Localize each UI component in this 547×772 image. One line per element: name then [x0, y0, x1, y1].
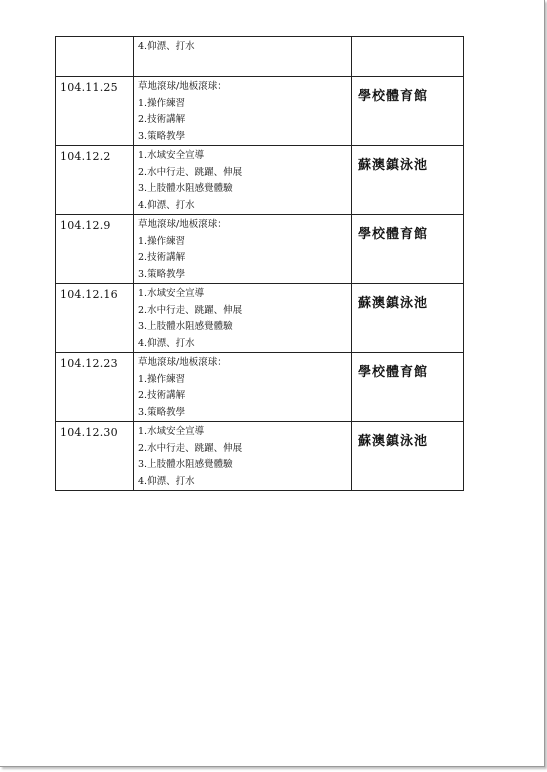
date-cell: 104.12.23 — [56, 353, 134, 422]
date-cell: 104.12.2 — [56, 146, 134, 215]
content-line: 4.仰漂、打水 — [138, 41, 195, 52]
content-line: 3.上肢體水阻感覺體驗 — [138, 183, 233, 194]
content-line: 草地滾球/地板滾球： — [138, 81, 227, 92]
table-row — [56, 284, 464, 353]
content-line: 1.水域安全宣導 — [138, 150, 205, 161]
content-line: 2.水中行走、跳躍、伸展 — [138, 166, 243, 178]
content-line: 2.技術講解 — [138, 114, 186, 125]
content-line: 1.操作練習 — [138, 97, 186, 109]
table-row — [56, 422, 464, 491]
location-cell: 蘇澳鎮泳池 — [352, 146, 464, 215]
date-cell: 104.12.16 — [56, 284, 134, 353]
content-cell — [134, 37, 352, 77]
content-cell — [134, 422, 352, 491]
content-cell — [134, 77, 352, 146]
location-cell: 蘇澳鎮泳池 — [352, 284, 464, 353]
content-line: 3.策略教學 — [138, 268, 186, 280]
content-cell — [134, 215, 352, 284]
content-line: 2.技術講解 — [138, 252, 186, 263]
date-cell: 104.12.9 — [56, 215, 134, 284]
content-line: 草地滾球/地板滾球： — [138, 357, 227, 368]
location-cell — [352, 37, 464, 77]
content-line: 4.仰漂、打水 — [138, 199, 195, 211]
content-line: 4.仰漂、打水 — [138, 337, 195, 349]
content-line: 2.水中行走、跳躍、伸展 — [138, 442, 243, 454]
content-line: 3.策略教學 — [138, 130, 186, 142]
content-line: 1.水域安全宣導 — [138, 288, 205, 299]
content-cell — [134, 284, 352, 353]
table-row — [56, 37, 464, 77]
content-line: 2.技術講解 — [138, 390, 186, 401]
location-cell: 學校體育館 — [352, 215, 464, 284]
table-row — [56, 146, 464, 215]
table-row — [56, 77, 464, 146]
content-line: 草地滾球/地板滾球： — [138, 219, 227, 230]
location-cell: 蘇澳鎮泳池 — [352, 422, 464, 491]
content-line: 2.水中行走、跳躍、伸展 — [138, 304, 243, 316]
location-cell: 學校體育館 — [352, 77, 464, 146]
content-line: 1.操作練習 — [138, 373, 186, 385]
table-row — [56, 353, 464, 422]
schedule-table — [55, 36, 464, 491]
date-cell: 104.11.25 — [56, 77, 134, 146]
content-cell — [134, 353, 352, 422]
date-cell — [56, 37, 134, 77]
content-line: 1.水域安全宣導 — [138, 426, 205, 437]
content-line: 3.策略教學 — [138, 406, 186, 418]
content-line: 1.操作練習 — [138, 235, 186, 247]
content-line: 3.上肢體水阻感覺體驗 — [138, 321, 233, 332]
date-cell: 104.12.30 — [56, 422, 134, 491]
location-cell: 學校體育館 — [352, 353, 464, 422]
table-row — [56, 215, 464, 284]
content-line: 3.上肢體水阻感覺體驗 — [138, 459, 233, 470]
content-cell — [134, 146, 352, 215]
content-line: 4.仰漂、打水 — [138, 475, 195, 487]
